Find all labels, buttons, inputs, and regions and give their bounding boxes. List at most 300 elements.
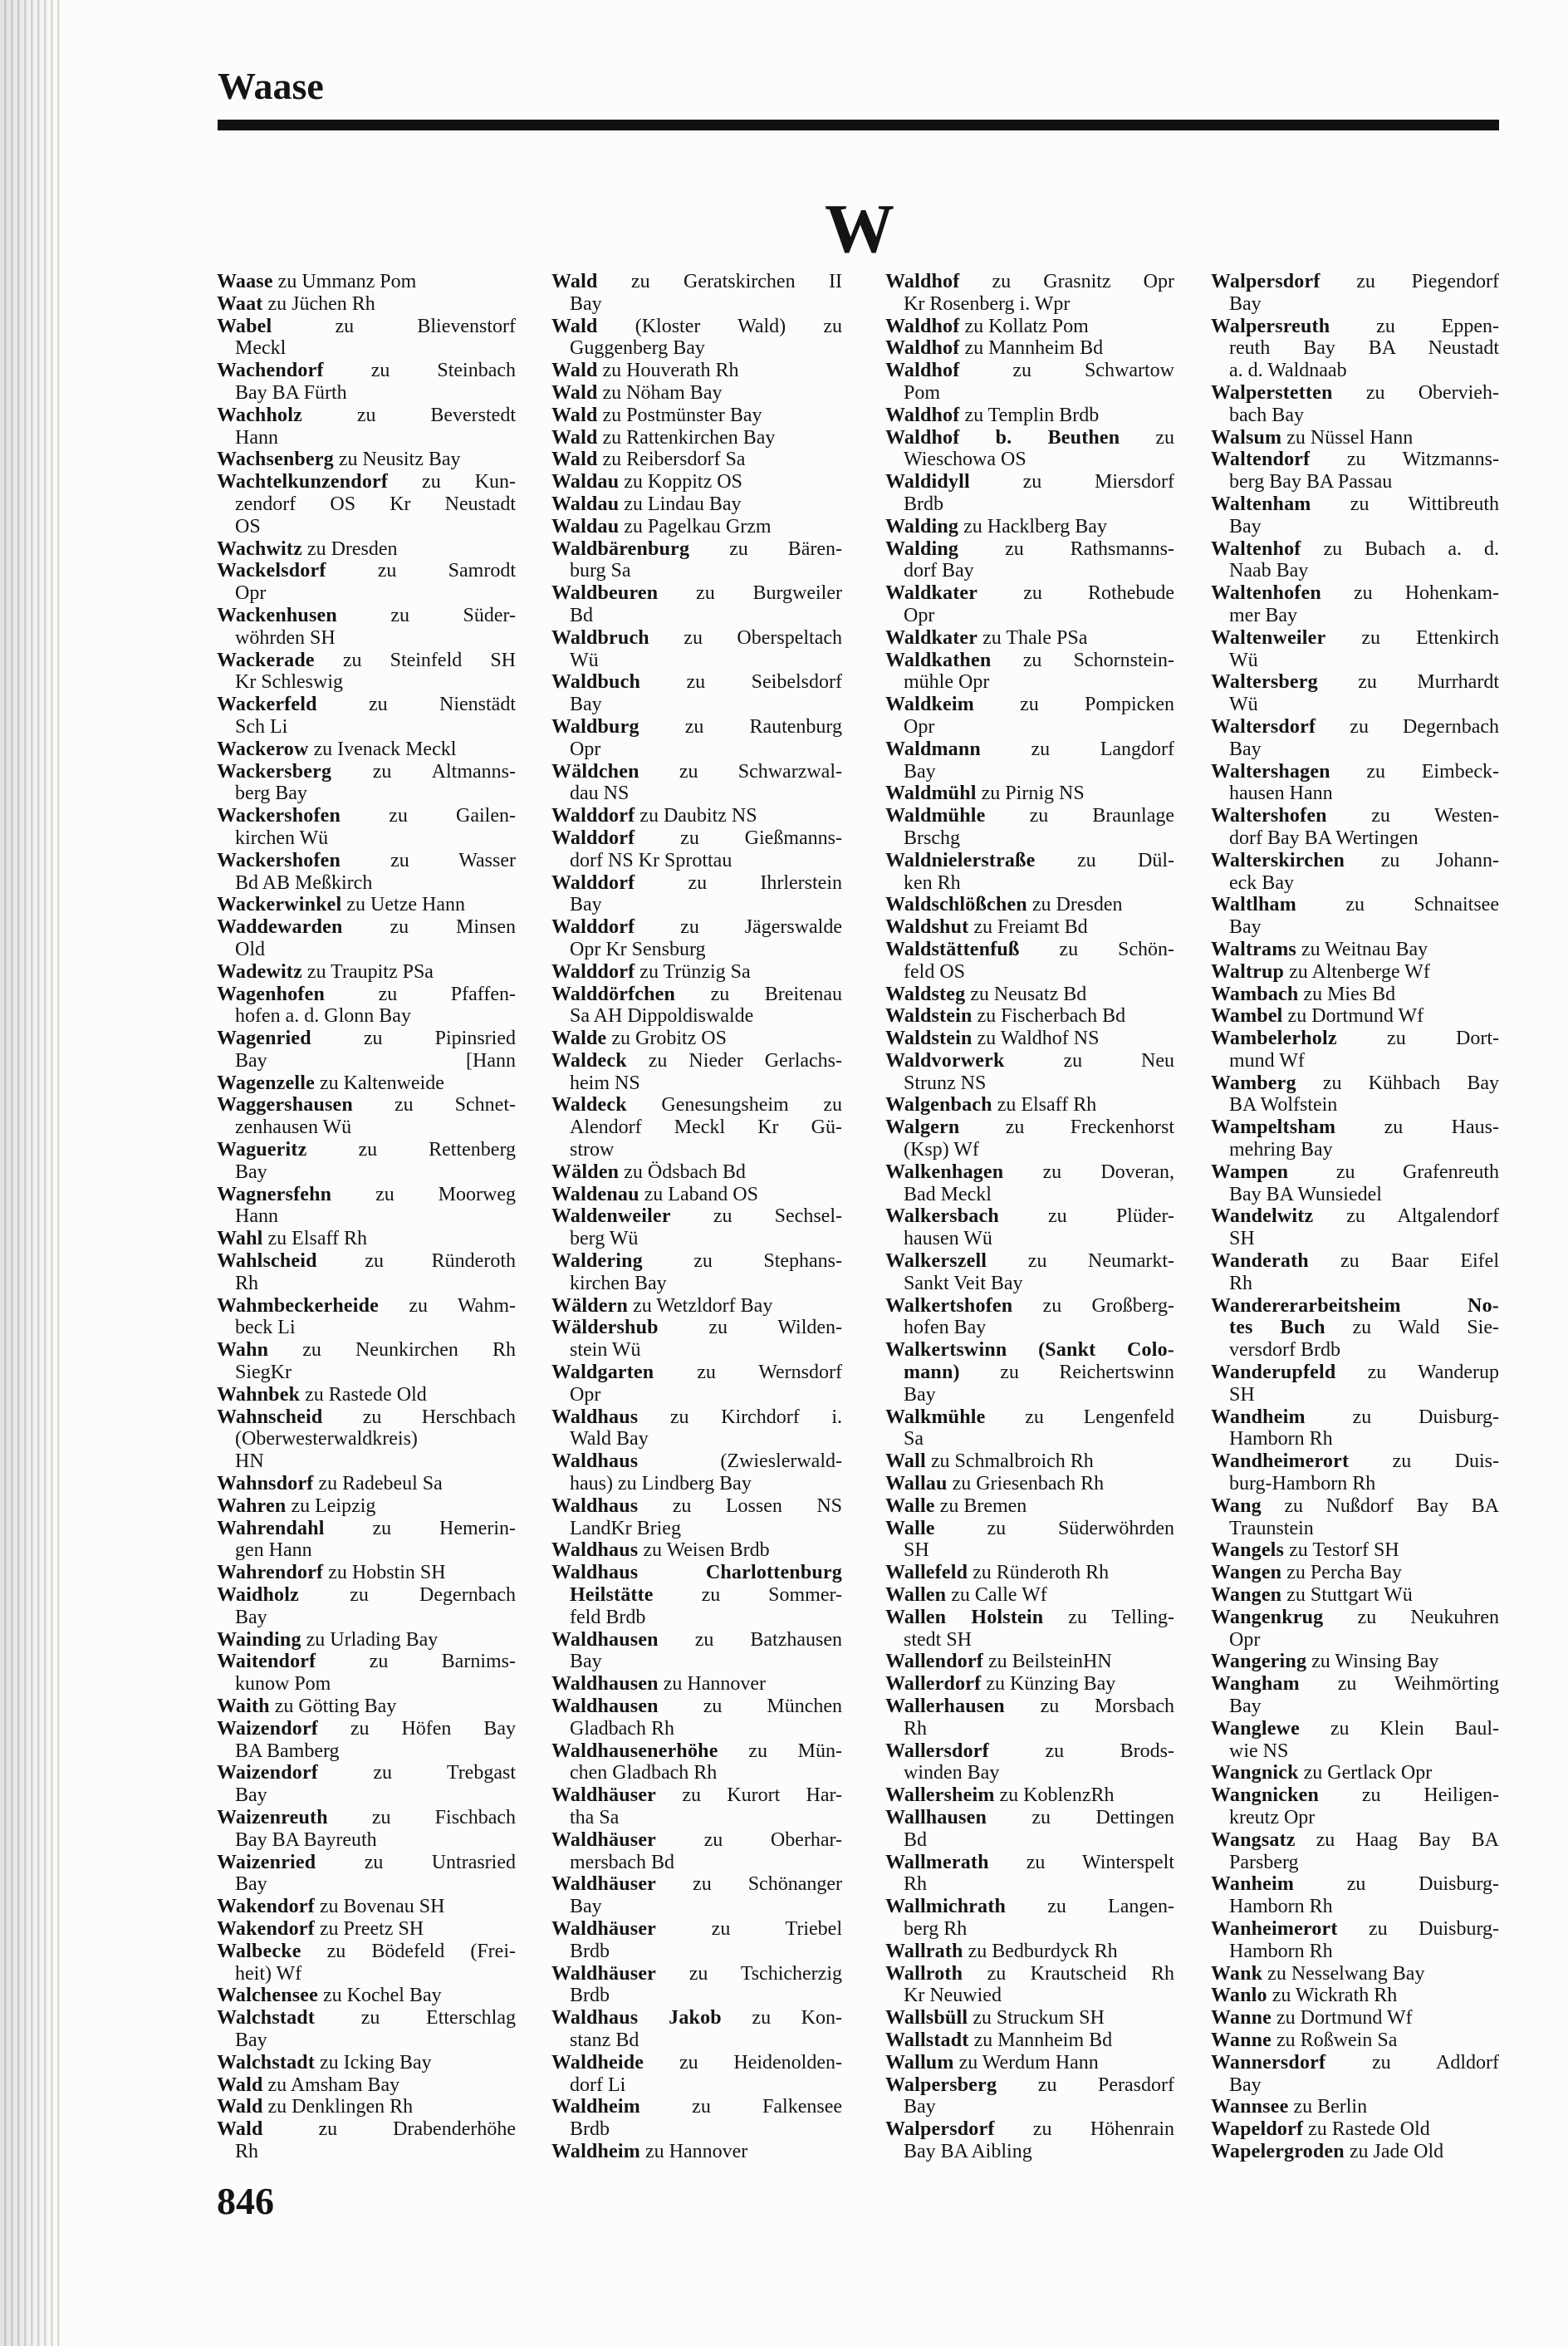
entry-line: [217, 1428, 516, 1450]
entry-headword: Wald: [217, 2118, 263, 2141]
entry-line: [885, 1028, 1174, 1050]
entry-headword: Wackerade: [217, 649, 315, 671]
entry-location-text: Bay: [1229, 515, 1262, 537]
entry-location-text: zu Süder-: [336, 604, 516, 626]
entry-location-text: zu Trebgast: [318, 1762, 516, 1784]
entry-location-text: haus) zu Lindberg Bay: [570, 1473, 752, 1495]
entry-location-text: zu Triebel: [656, 1917, 842, 1940]
entry-location-text: tha Sa: [570, 1806, 620, 1828]
entry-location-text: Rh: [1229, 1272, 1253, 1294]
entry-location-text: hofen a. d. Glonn Bay: [235, 1005, 411, 1028]
entry-line: [885, 1829, 1174, 1852]
gazetteer-entry: [885, 1473, 1174, 1495]
entry-headword: Wall: [885, 1450, 926, 1473]
entry-headword: Wakendorf: [217, 1896, 315, 1918]
entry-line: [1211, 1518, 1499, 1540]
entry-line: [1211, 916, 1499, 939]
entry-location-text: Bay: [235, 2029, 267, 2051]
entry-line: [885, 1117, 1174, 1139]
entry-headword: Wald: [551, 404, 598, 426]
entry-location-text: heim NS: [570, 1072, 640, 1094]
entry-location-text: zu Wasser: [341, 849, 516, 871]
gazetteer-entry: [885, 627, 1174, 650]
gazetteer-entry: [551, 1918, 842, 1963]
entry-line: [551, 916, 842, 939]
entry-line: [217, 627, 516, 650]
gazetteer-entry: [1211, 1161, 1499, 1206]
entry-headword: Waldhaus: [551, 1539, 639, 1562]
entry-line: [1211, 471, 1499, 493]
gazetteer-entry: [885, 1696, 1174, 1740]
entry-line: [1211, 1784, 1499, 1807]
entry-location-text: winden Bay: [904, 1762, 1000, 1784]
gazetteer-entry: [885, 2052, 1174, 2074]
entry-line: [217, 1985, 516, 2007]
entry-line: [217, 650, 516, 672]
entry-line: [551, 1651, 842, 1673]
entry-location-text: zu Dresden: [301, 537, 398, 560]
column-3: [885, 271, 1174, 2173]
entry-headword: Waldkeim: [885, 694, 974, 716]
entry-line: [551, 1228, 842, 1250]
entry-headword: Heilstätte: [570, 1584, 654, 1607]
entry-location-text: Opr: [235, 582, 267, 605]
gazetteer-entry: [1211, 493, 1499, 538]
entry-headword: Wanglewe: [1211, 1717, 1300, 1740]
gazetteer-entry: [885, 1250, 1174, 1295]
entry-location-text: zu Bödefeld (Frei-: [301, 1940, 516, 1962]
entry-line: [885, 1873, 1174, 1896]
entry-line: [551, 1028, 842, 1050]
gazetteer-entry: [885, 1651, 1174, 1673]
gazetteer-entry: [217, 1518, 516, 1563]
entry-location-text: stanz Bd: [570, 2029, 639, 2051]
gazetteer-entry: [885, 538, 1174, 583]
entry-location-text: zu Tschicherzig: [656, 1962, 842, 1985]
entry-headword: Wangels: [1211, 1539, 1285, 1562]
entry-location-text: feld OS: [904, 960, 965, 983]
entry-location-text: zu Süderwöhrden: [934, 1517, 1174, 1539]
entry-location-text: (Oberwesterwaldkreis): [235, 1428, 418, 1450]
gazetteer-entry: [217, 984, 516, 1028]
entry-headword: Wangham: [1211, 1673, 1300, 1696]
gazetteer-entry: [217, 1228, 516, 1250]
entry-line: [1211, 939, 1499, 961]
entry-line: [885, 2141, 1174, 2163]
entry-location-text: zu Rautenburg: [639, 715, 842, 738]
entry-line: [885, 360, 1174, 382]
entry-line: [885, 1673, 1174, 1696]
entry-location-text: zu Grasnitz Opr: [959, 271, 1174, 292]
entry-line: [551, 1829, 842, 1852]
entry-line: [885, 1629, 1174, 1652]
entry-location-text: Bay: [235, 1784, 267, 1807]
gazetteer-entry: [885, 271, 1174, 316]
entry-headword: Walperstetten: [1211, 381, 1333, 404]
entry-line: [217, 1339, 516, 1362]
entry-line: [217, 1896, 516, 1918]
gazetteer-entry: [885, 783, 1174, 805]
entry-line: [1211, 671, 1499, 694]
entry-location-text: zu Roßwein Sa: [1272, 2029, 1398, 2051]
entry-line: [217, 1384, 516, 1406]
entry-location-text: Bay BA Fürth: [235, 381, 347, 404]
entry-line: [885, 1807, 1174, 1829]
entry-line: [885, 716, 1174, 739]
entry-line: [551, 1250, 842, 1273]
entry-line: [551, 1339, 842, 1362]
entry-line: [1211, 337, 1499, 360]
entry-line: [885, 1362, 1174, 1384]
entry-line: [885, 1896, 1174, 1918]
entry-location-text: zu Pirnig NS: [976, 783, 1085, 805]
entry-location-text: zu Ummanz Pom: [272, 271, 417, 292]
entry-location-text: Brschg: [904, 827, 960, 849]
entry-line: [551, 360, 842, 382]
entry-line: [217, 1273, 516, 1295]
entry-line: [217, 427, 516, 449]
entry-location-text: zu Winterspelt: [988, 1851, 1174, 1873]
entry-location-text: zu Bremen: [934, 1494, 1027, 1517]
gazetteer-entry: [885, 1852, 1174, 1897]
entry-line: [551, 961, 842, 984]
entry-location-text: kunow Pom: [235, 1673, 331, 1696]
gazetteer-entry: [1211, 2096, 1499, 2118]
entry-line: [217, 1139, 516, 1161]
gazetteer-entry: [551, 1539, 842, 1562]
entry-line: [885, 1539, 1174, 1562]
entry-headword: Waltenhof: [1211, 537, 1301, 560]
entry-location-text: zu Wickrath Rh: [1267, 1985, 1398, 2007]
entry-line: [217, 961, 516, 984]
entry-headword: Waldvorwerk: [885, 1049, 1005, 1072]
entry-location-text: zu KoblenzRh: [994, 1784, 1115, 1807]
gazetteer-entry: [1211, 2118, 1499, 2141]
gazetteer-entry: [551, 827, 842, 872]
gazetteer-entry: [885, 1562, 1174, 1584]
gazetteer-entry: [551, 872, 842, 917]
entry-location-text: berg Rh: [904, 1917, 968, 1940]
entry-location-text: Naab Bay: [1229, 560, 1309, 582]
entry-location-text: eck Bay: [1229, 871, 1294, 894]
entry-headword: Wambach: [1211, 983, 1299, 1005]
entry-location-text: Rh: [235, 1272, 259, 1294]
entry-line: [551, 1406, 842, 1429]
entry-line: [885, 271, 1174, 293]
entry-headword: Waldheide: [551, 2051, 644, 2074]
gazetteer-entry: [551, 1317, 842, 1362]
entry-headword: Walkerszell: [885, 1250, 987, 1273]
entry-line: [217, 271, 516, 293]
gazetteer-entry: [217, 405, 516, 449]
entry-line: [551, 1562, 842, 1584]
entry-line: [217, 2029, 516, 2052]
entry-location-text: zu Duisburg-: [1294, 1873, 1499, 1896]
entry-location-text: Bay: [570, 292, 602, 315]
entry-location-text: dorf Bay BA Wertingen: [1229, 827, 1419, 849]
entry-location-text: Bd: [904, 1828, 928, 1851]
entry-location-text: Strunz NS: [904, 1072, 987, 1094]
entry-line: [217, 2118, 516, 2141]
entry-location-text: zu Hannover: [639, 2140, 748, 2162]
entry-location-text: zendorf OS Kr Neustadt: [235, 493, 516, 515]
entry-location-text: Sch Li: [235, 715, 288, 738]
entry-line: [551, 1117, 842, 1139]
gazetteer-entry: [1211, 1450, 1499, 1495]
entry-line: [1211, 1450, 1499, 1473]
entry-line: [551, 271, 842, 293]
entry-line: [885, 493, 1174, 516]
entry-location-text: zu Neusitz Bay: [333, 449, 461, 471]
gazetteer-entry: [551, 1673, 842, 1696]
entry-headword: Waldhausen: [551, 1628, 659, 1651]
entry-location-text: zu Calle Wf: [946, 1584, 1047, 1607]
entry-headword: Wahl: [217, 1228, 263, 1250]
gazetteer-entry: [1211, 1673, 1499, 1718]
entry-headword: Wandheimerort: [1211, 1450, 1350, 1473]
entry-headword: Waltrup: [1211, 960, 1285, 983]
entry-line: [885, 827, 1174, 850]
entry-line: [1211, 627, 1499, 650]
entry-line: [885, 961, 1174, 984]
entry-line: [885, 1205, 1174, 1228]
entry-line: [885, 650, 1174, 672]
entry-location-text: zu Ihrlerstein: [635, 871, 842, 894]
entry-location-text: zu Uetze Hann: [341, 894, 465, 916]
header-rule: [218, 120, 1499, 130]
entry-location-text: Bay BA Wunsiedel: [1229, 1183, 1382, 1205]
entry-location-text: zu Pagelkau Grzm: [619, 515, 772, 537]
gazetteer-entry: [885, 694, 1174, 739]
gazetteer-entry: [885, 1673, 1174, 1696]
entry-location-text: Bad Meckl: [904, 1183, 992, 1205]
entry-location-text: zu Schmalbroich Rh: [925, 1450, 1094, 1473]
gazetteer-entry: [551, 538, 842, 583]
entry-headword: Wagnersfehn: [217, 1183, 332, 1205]
entry-location-text: zu Mannheim Bd: [959, 337, 1104, 360]
entry-location-text: zu Hacklberg Bay: [958, 515, 1107, 537]
entry-line: [551, 2074, 842, 2097]
gazetteer-entry: [217, 805, 516, 850]
gazetteer-entry: [551, 1050, 842, 1095]
entry-line: [1211, 1161, 1499, 1184]
entry-line: [1211, 382, 1499, 405]
entry-headword: Wallersdorf: [885, 1740, 989, 1762]
entry-location-text: zu Urlading Bay: [301, 1628, 439, 1651]
entry-headword: Waldhäuser: [551, 1962, 657, 1985]
entry-line: [1211, 739, 1499, 761]
entry-line: [1211, 872, 1499, 895]
gazetteer-entry: [217, 605, 516, 650]
gazetteer-entry: [217, 916, 516, 961]
entry-headword: Waldmann: [885, 738, 981, 760]
entry-line: [1211, 650, 1499, 672]
entry-location-text: zu Mün-: [718, 1740, 842, 1762]
gazetteer-entry: [1211, 1918, 1499, 1963]
entry-headword: Waltenham: [1211, 493, 1311, 515]
entry-line: [1211, 1762, 1499, 1784]
entry-line: [551, 650, 842, 672]
entry-location-text: zu Künzing Bay: [981, 1673, 1116, 1696]
entry-headword: Walpersdorf: [885, 2118, 995, 2141]
entry-line: [551, 1539, 842, 1562]
gazetteer-entry: [551, 2141, 842, 2163]
entry-headword: Waltenhofen: [1211, 582, 1321, 605]
entry-location-text: zu Struckum SH: [968, 2007, 1105, 2029]
entry-line: [217, 1161, 516, 1184]
entry-headword: Wahmbeckerheide: [217, 1294, 379, 1317]
entry-line: [551, 1740, 842, 1763]
entry-location-text: Rh: [235, 2140, 259, 2162]
entry-location-text: zu Langdorf: [980, 738, 1174, 760]
entry-line: [217, 1562, 516, 1584]
entry-line: [885, 337, 1174, 360]
entry-location-text: mersbach Bd: [570, 1851, 674, 1873]
entry-location-text: zu Klein Baul-: [1299, 1717, 1499, 1740]
gazetteer-entry: [1211, 1963, 1499, 1985]
entry-location-text: Bay: [904, 1383, 936, 1406]
entry-location-text: zu Langen-: [1006, 1896, 1174, 1918]
entry-headword: Waldkathen: [885, 649, 992, 671]
entry-location-text: chen Gladbach Rh: [570, 1762, 718, 1784]
entry-headword: Wahrendorf: [217, 1562, 324, 1584]
entry-line: [1211, 1539, 1499, 1562]
entry-headword: Wang: [1211, 1494, 1262, 1517]
entry-line: [551, 827, 842, 850]
entry-headword: Waldau: [551, 493, 620, 515]
entry-line: [1211, 984, 1499, 1006]
entry-line: [551, 761, 842, 783]
entry-line: [1211, 783, 1499, 805]
entry-headword: Walkertswinn (Sankt Colo-: [885, 1339, 1174, 1362]
entry-location-text: zu BeilsteinHN: [983, 1651, 1112, 1673]
entry-location-text: heit) Wf: [235, 1962, 302, 1985]
column-2: [551, 271, 842, 2173]
entry-location-text: zu Wetzldorf Bay: [628, 1294, 773, 1317]
gazetteer-entry: [1211, 1985, 1499, 2007]
entry-headword: Walding: [885, 515, 959, 537]
entry-location-text: zu Stephans-: [642, 1250, 842, 1273]
gazetteer-entry: [551, 427, 842, 449]
entry-line: [885, 516, 1174, 538]
entry-headword: Waldhausenerhöhe: [551, 1740, 718, 1762]
entry-line: [217, 405, 516, 427]
entry-line: [1211, 2096, 1499, 2118]
entry-line: [551, 1852, 842, 1874]
gazetteer-entry: [1211, 850, 1499, 895]
entry-location-text: Bay: [235, 1161, 267, 1183]
entry-location-text: zu Wanderup: [1335, 1362, 1499, 1384]
entry-headword: Wanlo: [1211, 1985, 1267, 2007]
entry-headword: Wallstadt: [885, 2029, 969, 2051]
entry-line: [551, 449, 842, 471]
entry-location-text: zu Waldhof NS: [972, 1028, 1100, 1050]
gazetteer-entry: [551, 1784, 842, 1829]
gazetteer-entry: [885, 2029, 1174, 2052]
gazetteer-entry: [885, 427, 1174, 472]
entry-location-text: zu Schwartow: [959, 360, 1174, 382]
gazetteer-entry: [1211, 939, 1499, 961]
entry-headword: Wachsenberg: [217, 449, 334, 471]
entry-line: [1211, 1406, 1499, 1429]
entry-location-text: zu Lindau Bay: [619, 493, 742, 515]
entry-headword: Wadewitz: [217, 960, 302, 983]
entry-line: [551, 493, 842, 516]
entry-headword: Wäldershub: [551, 1317, 659, 1339]
entry-line: [885, 1518, 1174, 1540]
entry-line: [1211, 1205, 1499, 1228]
entry-headword: Walbecke: [217, 1940, 301, 1962]
gazetteer-entry: [217, 761, 516, 806]
gazetteer-entry: [551, 716, 842, 761]
entry-location-text: zu Werdum Hann: [953, 2051, 1099, 2074]
entry-location-text: zu Drabenderhöhe: [262, 2118, 516, 2141]
entry-headword: Walpersdorf: [1211, 271, 1321, 292]
entry-line: [217, 716, 516, 739]
entry-location-text: zu Jüchen Rh: [262, 292, 375, 315]
entry-location-text: Hamborn Rh: [1229, 1428, 1333, 1450]
entry-headword: Waizenreuth: [217, 1806, 328, 1828]
entry-location-text: zu Rothebude: [978, 582, 1174, 605]
gazetteer-entry: [551, 1740, 842, 1785]
entry-headword: Waltersberg: [1211, 671, 1318, 694]
entry-location-text: Rh: [904, 1717, 928, 1740]
gazetteer-entry: [1211, 2029, 1499, 2052]
entry-line: [551, 1094, 842, 1117]
entry-location-text: zu Moorweg: [331, 1183, 516, 1205]
entry-headword: Wallefeld: [885, 1562, 968, 1584]
entry-line: [217, 382, 516, 405]
entry-line: [551, 1384, 842, 1406]
entry-line: [217, 516, 516, 538]
gazetteer-entry: [885, 1607, 1174, 1652]
gazetteer-entry: [551, 1829, 842, 1874]
entry-headword: Wackenhusen: [217, 604, 337, 626]
gazetteer-entry: [885, 1740, 1174, 1785]
entry-headword: Waldhof: [885, 271, 960, 292]
entry-line: [551, 2029, 842, 2052]
entry-location-text: zu Templin Brdb: [959, 404, 1100, 426]
entry-location-text: zu Heidenolden-: [644, 2051, 842, 2074]
entry-line: [885, 872, 1174, 895]
entry-location-text: zu Schwarzwal-: [639, 760, 842, 783]
entry-headword: Wallendorf: [885, 1651, 984, 1673]
gazetteer-entry: [551, 582, 842, 627]
gazetteer-entry: [551, 2096, 842, 2141]
entry-line: [1211, 271, 1499, 293]
entry-headword: Wackersberg: [217, 760, 332, 783]
entry-location-text: SH: [1229, 1383, 1255, 1406]
entry-line: [1211, 427, 1499, 449]
gazetteer-entry: [551, 1205, 842, 1250]
entry-headword: Walchstadt: [217, 2051, 316, 2074]
entry-line: [885, 1473, 1174, 1495]
entry-line: [551, 1362, 842, 1384]
gazetteer-entry: [217, 1495, 516, 1518]
entry-location-text: zu Beverstedt: [301, 404, 516, 426]
entry-location-text: stein Wü: [570, 1339, 641, 1362]
entry-location-text: SiegKr: [235, 1362, 292, 1384]
entry-line: [885, 405, 1174, 427]
entry-line: [551, 1896, 842, 1918]
gazetteer-entry: [217, 1339, 516, 1384]
entry-headword: Walddorf: [551, 871, 635, 894]
entry-location-text: Genesungsheim zu: [626, 1094, 842, 1117]
gazetteer-entry: [885, 1518, 1174, 1563]
entry-line: [551, 1428, 842, 1450]
entry-line: [217, 1852, 516, 1874]
entry-headword: Waldenau: [551, 1183, 639, 1205]
